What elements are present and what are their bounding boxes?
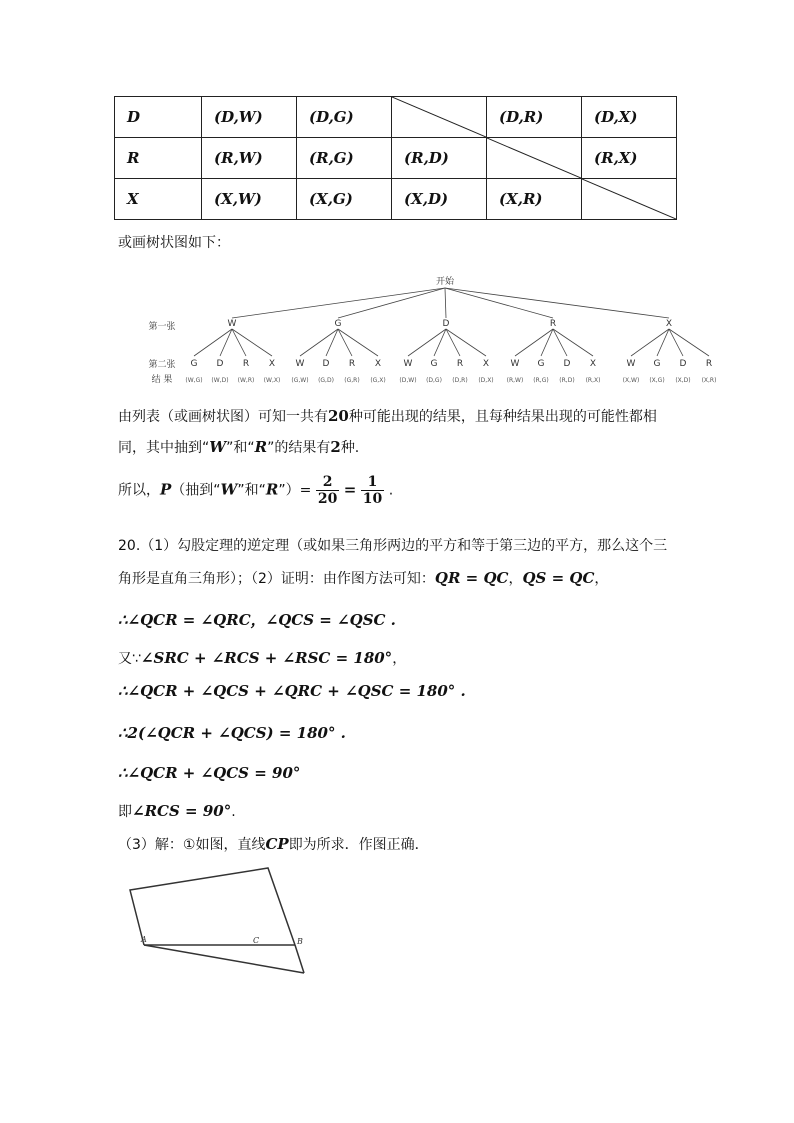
tree-node-level2: X xyxy=(482,359,490,369)
text-span: 种. xyxy=(340,440,360,456)
row-header: X xyxy=(115,179,202,220)
tree-branch xyxy=(338,329,352,356)
tree-branch xyxy=(669,329,709,356)
text-span: ”和“ xyxy=(226,440,255,456)
table-row xyxy=(115,138,677,179)
tree-node-level2: R xyxy=(456,359,464,369)
math-expr: ∠SRC + ∠RCS + ∠RSC = 180° xyxy=(140,649,393,667)
text-span: 又∵ xyxy=(118,651,141,667)
tree-diagram xyxy=(140,272,740,392)
tree-node-level2: G xyxy=(537,359,545,369)
text-span: 种可能出现的结果，且每种结果出现的可能性都相 xyxy=(348,409,657,425)
table-cell: (R,W) xyxy=(202,138,297,179)
table-cell: (R,D) xyxy=(392,138,487,179)
tree-result: (R,D) xyxy=(559,377,575,384)
tree-branch xyxy=(446,329,486,356)
var-w: W xyxy=(220,480,238,499)
segment-b-p xyxy=(295,945,304,973)
tree-node-level1: D xyxy=(442,319,450,329)
probability-line xyxy=(118,474,393,507)
table-cell: (D,R) xyxy=(487,97,582,138)
tree-result: (X,W) xyxy=(622,377,640,384)
tree-node-level2: R xyxy=(705,359,713,369)
tree-result: (R,W) xyxy=(506,377,524,384)
tree-result: (G,R) xyxy=(344,377,360,384)
row-header: D xyxy=(115,97,202,138)
text-span: （抽到“ xyxy=(171,482,221,499)
tree-branch xyxy=(669,329,683,356)
construction-figure xyxy=(120,860,320,980)
tree-node-level2: R xyxy=(348,359,356,369)
tree-branch xyxy=(445,288,553,318)
numerator: 1 xyxy=(361,474,384,491)
proof-line-4: ∴2(∠QCR + ∠QCS) = 180° . xyxy=(118,724,346,742)
text-span: 所以， xyxy=(118,482,160,499)
math-expr: CP xyxy=(265,835,289,853)
tree-node-level2: W xyxy=(295,359,305,369)
tree-branch xyxy=(232,288,445,318)
tree-result: (W,G) xyxy=(185,377,203,384)
text-span: ”）= xyxy=(278,482,312,499)
tree-branch xyxy=(338,329,378,356)
tree-level1-label: 第一张 xyxy=(148,322,176,332)
tree-node-level2: W xyxy=(510,359,520,369)
diagonal-cell xyxy=(487,138,582,179)
denominator: 10 xyxy=(362,491,383,507)
var-w: W xyxy=(209,438,227,456)
tree-node-level1: X xyxy=(665,319,673,329)
tree-result: (G,D) xyxy=(318,377,334,384)
text-span: ， xyxy=(594,571,609,587)
proof-line-3: ∴∠QCR + ∠QCS + ∠QRC + ∠QSC = 180° . xyxy=(118,682,466,700)
table-cell: (R,G) xyxy=(297,138,392,179)
table-cell: (D,X) xyxy=(582,97,677,138)
outcome-table xyxy=(114,96,677,220)
tree-branch xyxy=(232,329,272,356)
proof-line-6 xyxy=(118,801,236,821)
tree-node-level2: X xyxy=(589,359,597,369)
text-span: 即 xyxy=(118,804,132,820)
tree-result: (G,W) xyxy=(291,377,309,384)
conclusion-line-2 xyxy=(118,437,359,457)
label-a: A xyxy=(141,935,147,944)
text-span: 即为所求．作图正确． xyxy=(288,837,429,853)
tree-node-level1: W xyxy=(227,319,237,329)
tree-result: (R,G) xyxy=(533,377,549,384)
tree-result: (D,W) xyxy=(399,377,417,384)
var-r: R xyxy=(254,438,268,456)
tree-branch xyxy=(445,288,446,318)
tree-node-level2: G xyxy=(190,359,198,369)
math-expr: ∠RCS = 90° xyxy=(132,802,232,820)
tree-node-level2: W xyxy=(403,359,413,369)
count-favourable: 2 xyxy=(330,438,341,456)
tree-result: (R,X) xyxy=(585,377,601,384)
quadrilateral-outline xyxy=(130,868,295,945)
tree-result: (D,X) xyxy=(478,377,494,384)
text-span: 角形是直角三角形）；（2）证明：由作图方法可知： xyxy=(118,571,435,587)
tree-branch xyxy=(553,329,567,356)
math-expr: QR = QC xyxy=(434,569,509,587)
equals-sign: = xyxy=(343,480,357,499)
tree-branch xyxy=(446,329,460,356)
table-cell: (X,G) xyxy=(297,179,392,220)
table-row xyxy=(115,179,677,220)
tree-node-level2: W xyxy=(626,359,636,369)
math-expr: QS = QC xyxy=(522,569,595,587)
tree-node-level2: R xyxy=(242,359,250,369)
q20-line-1: 20.（1）勾股定理的逆定理（或如果三角形两边的平方和等于第三边的平方，那么这个三 xyxy=(118,538,668,554)
tree-node-level2: D xyxy=(322,359,330,369)
tree-node-level2: G xyxy=(653,359,661,369)
tree-root: 开始 xyxy=(435,277,455,287)
proof-line-5: ∴∠QCR + ∠QCS = 90° xyxy=(118,764,301,782)
table-cell: (X,R) xyxy=(487,179,582,220)
table-cell: (R,X) xyxy=(582,138,677,179)
table-cell: (D,G) xyxy=(297,97,392,138)
segment-a-p xyxy=(144,945,304,973)
tree-node-level1: R xyxy=(549,319,557,329)
tree-branch xyxy=(445,288,669,318)
label-b: B xyxy=(297,937,303,946)
text-span: （3）解：①如图，直线 xyxy=(118,837,266,853)
tree-node-level2: X xyxy=(268,359,276,369)
tree-node-level2: X xyxy=(374,359,382,369)
tree-branch xyxy=(232,329,246,356)
text-span: ， xyxy=(508,571,523,587)
table-cell: (X,W) xyxy=(202,179,297,220)
tree-result: (W,D) xyxy=(211,377,229,384)
row-header: R xyxy=(115,138,202,179)
text-span: 由列表（或画树状图）可知一共有 xyxy=(118,409,328,425)
text-span: ”和“ xyxy=(237,482,266,499)
tree-intro: 或画树状图如下： xyxy=(118,235,230,251)
tree-result-label: 结 果 xyxy=(151,375,173,385)
label-c: C xyxy=(253,936,260,945)
numerator: 2 xyxy=(316,474,339,491)
tree-result: (X,D) xyxy=(675,377,691,384)
text-span: 同，其中抽到“ xyxy=(118,440,210,456)
tree-node-level1: G xyxy=(334,319,342,329)
text-span: . xyxy=(231,804,236,820)
tree-level2-label: 第二张 xyxy=(148,360,176,370)
fraction-2-20 xyxy=(316,474,339,507)
tree-result: (X,G) xyxy=(649,377,665,384)
denominator: 20 xyxy=(317,491,338,507)
table-cell: (X,D) xyxy=(392,179,487,220)
diagonal-cell xyxy=(392,97,487,138)
text-span: ， xyxy=(392,651,407,667)
tree-branch xyxy=(553,329,593,356)
tree-branch xyxy=(338,288,445,318)
count-total: 20 xyxy=(328,407,349,425)
text-span: . xyxy=(388,482,394,499)
tree-result: (G,X) xyxy=(370,377,386,384)
tree-result: (X,R) xyxy=(701,377,717,384)
fraction-1-10 xyxy=(361,474,384,507)
diagonal-cell xyxy=(582,179,677,220)
tree-result: (D,R) xyxy=(452,377,468,384)
table-row xyxy=(115,97,677,138)
proof-line-2 xyxy=(118,648,406,668)
tree-node-level2: D xyxy=(679,359,687,369)
var-p: P xyxy=(160,480,172,499)
conclusion-line-1 xyxy=(118,406,657,426)
text-span: ”的结果有 xyxy=(267,440,331,456)
q3-line xyxy=(118,834,429,854)
proof-line-1: ∴∠QCR = ∠QRC，∠QCS = ∠QSC . xyxy=(118,611,396,629)
table-cell: (D,W) xyxy=(202,97,297,138)
tree-result: (W,X) xyxy=(263,377,281,384)
var-r: R xyxy=(265,480,279,499)
tree-node-level2: G xyxy=(430,359,438,369)
q20-line-2 xyxy=(118,568,608,588)
tree-result: (W,R) xyxy=(237,377,255,384)
tree-result: (D,G) xyxy=(426,377,442,384)
tree-node-level2: D xyxy=(216,359,224,369)
tree-node-level2: D xyxy=(563,359,571,369)
